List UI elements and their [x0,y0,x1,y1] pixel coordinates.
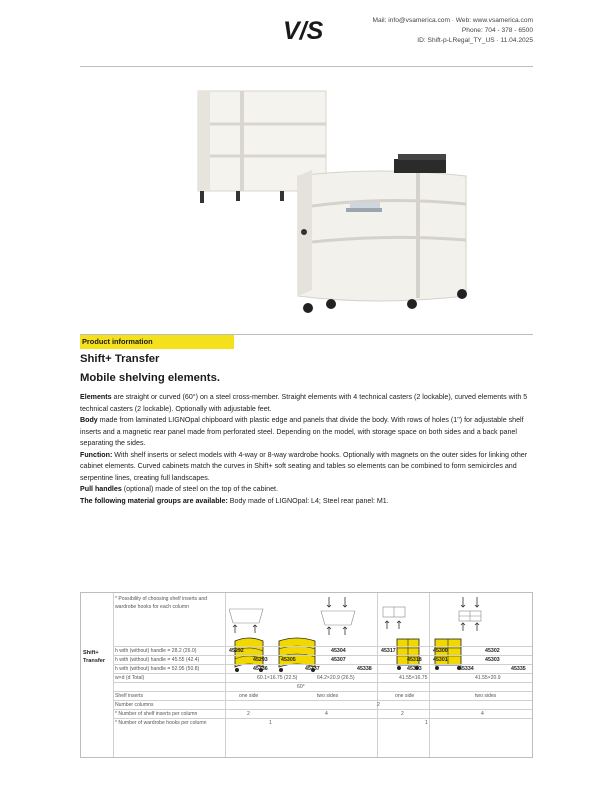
dim-cell: 41.55×16.75 [399,675,428,681]
shelf-per-column-cell: 2 [401,711,404,717]
code-cell: 45293 [253,657,268,663]
desc-handles [80,484,535,496]
product-photo [186,84,486,332]
code-cell: 45301 [433,657,448,663]
table-note: * Possibility of choosing shelf inserts and wardrobe hooks for each column [115,596,208,610]
shelf-inserts-cell: two sides [475,693,497,699]
product-title: Shift+ Transfer [80,353,160,365]
row-line [113,718,532,719]
hooks-per-column-cell: 1 [269,720,272,726]
dim-cell: 60.1×16.75 (22.5) [257,675,298,681]
shelf-inserts-cell: two sides [317,693,339,699]
contact-phone: Phone: 704 - 378 - 6500 [461,27,533,34]
row-line [113,664,532,665]
shelf-inserts-label: Shelf inserts [115,693,144,699]
divider-top [80,66,533,67]
code-cell: 45303 [485,657,500,663]
desc-body-label: Body [80,416,98,424]
code-cell: 45336 [253,666,268,672]
number-columns-cell: 2 [377,702,380,708]
dim-cell: 64.2×20.9 (26.5) [317,675,355,681]
shelf-per-column-cell: 4 [481,711,484,717]
series-label [83,649,105,665]
code-cell: 45292 [229,648,244,654]
number-columns-label: Number columns [115,702,154,708]
desc-handles-text: (optional) made of steel on the top of the cabinet. [121,485,278,493]
desc-elements-label: Elements [80,393,112,401]
shelf-per-column-cell: 2 [247,711,250,717]
desc-elements [80,392,535,415]
row-line [113,673,532,674]
desc-materials-text: Body made of LIGNOpal: L4; Steel rear panel: M1. [227,496,389,505]
row-line [113,709,532,710]
code-cell: 45317 [381,648,396,654]
code-cell: 45337 [305,666,320,672]
dim-cell: 41.55×20.9 [475,675,501,681]
desc-materials-label: The following material groups are available: [80,496,228,505]
code-cell: 45304 [331,648,346,654]
row-line [113,691,532,692]
product-description [80,392,535,507]
curved-cabinet-image [298,154,467,313]
vs-logo [283,17,329,43]
code-cell: 45333 [407,666,422,672]
desc-function-text: With shelf inserts or select models with 4-way or 8-way wardrobe hooks. Optionally with magnets on the outer sides for linking other cabinet elements. Curved cabinets match the curves in Shift+ soft seating and tables so elements can be combined to form semicircles and serpentine lines, creating full landscapes. [80,450,528,482]
code-cell: 45335 [511,666,526,672]
row-line [113,682,532,683]
code-cell: 45300 [433,648,448,654]
series-line2: Transfer [83,658,106,664]
desc-function [80,450,535,485]
shelf-inserts-cell: one side [239,693,259,699]
shelf-per-column-cell: 4 [325,711,328,717]
row-line [113,655,532,656]
product-subtitle: Mobile shelving elements. [80,372,220,384]
code-cell: 45338 [357,666,372,672]
hooks-per-column-label: * Number of wardrobe hooks per column [115,720,207,726]
desc-function-label: Function: [80,450,113,459]
code-cell: 45305 [281,657,296,663]
series-line1: Shift+ [83,650,99,656]
hooks-per-column-cell: 1 [425,720,428,726]
desc-body [80,415,535,450]
spec-table [80,592,533,758]
code-cell: 45318 [407,657,422,663]
height-row-3-label: h with (without) handle = 52.95 (50.8) [115,666,200,672]
height-row-2-label: h with (without) handle = 45.55 (42.4) [115,657,200,663]
document-id: ID: Shift-p-LRegal_TY_US · 11.04.2025 [417,37,533,44]
dimension-label: w×d (d Total) [115,675,145,681]
logo-text: V/S [283,17,324,43]
height-row-1-label: h with (without) handle = 28.2 (26.0) [115,648,197,654]
shelf-inserts-cell: one side [395,693,415,699]
row-line [113,700,532,701]
table-divider [429,593,430,757]
code-cell: 45302 [485,648,500,654]
desc-elements-text: are straight or curved (60°) on a steel cross-member. Straight elements with 4 technical casters (2 lockable), curved elements with 5 technical casters (2 lockable). Optionally with adjustable feet. [80,393,528,413]
contact-mail-web: Mail: info@vsamerica.com · Web: www.vsamerica.com [372,17,533,24]
table-divider [113,593,114,757]
desc-handles-label: Pull handles [80,485,122,493]
code-cell: 45307 [331,657,346,663]
desc-materials [80,496,535,508]
code-cell: 45334 [459,666,474,672]
contact-info [373,16,533,46]
desc-body-text: made from laminated LIGNOpal chipboard with plastic edge and panels that divide the body. With rows of holes (1") for adjustable shelf inserts and a magnetic rear panel made from perforated steel. Depending on the model, with storage space on both sides and a back panel separating the sides. [80,416,524,447]
shelf-per-column-label: * Number of shelf inserts per column [115,711,198,717]
row-line [113,646,532,647]
angle-cell: 60° [297,684,305,690]
product-info-label: Product information [80,335,234,349]
table-divider [225,593,226,757]
